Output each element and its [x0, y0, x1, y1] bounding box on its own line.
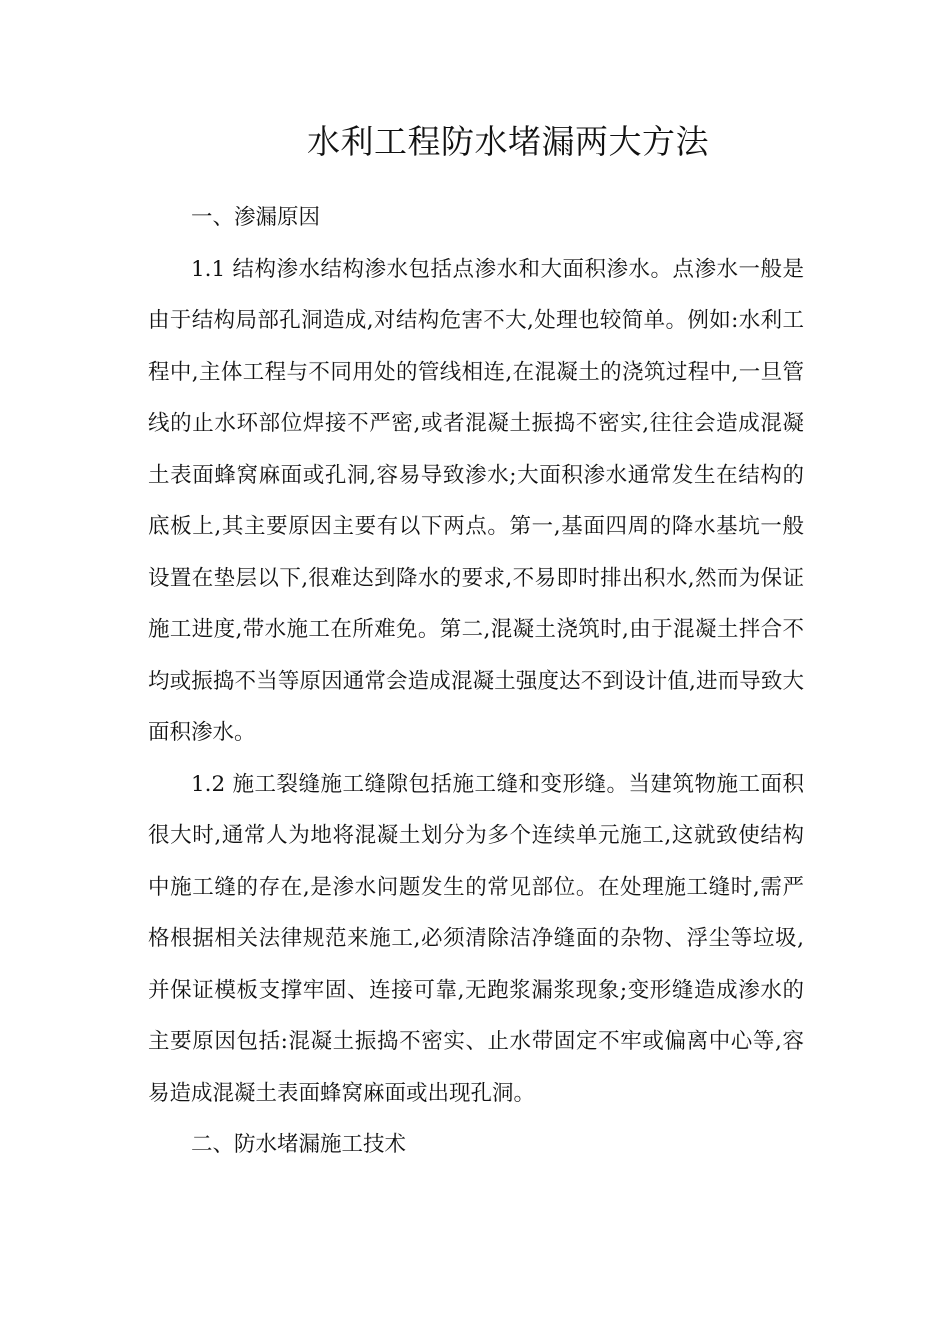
paragraph-construction-joints: 1.2 施工裂缝施工缝隙包括施工缝和变形缝。当建筑物施工面积很大时,通常人为地将混凝土划分为多个连续单元施工,这就致使结构中施工缝的存在,是渗水问题发生的常见部位。在处理施工缝时,需严格根据相关法律规范来施工,必须清除洁净缝面的杂物、浮尘等垃圾,并保证模板支撑牢固、连接可靠,无跑浆漏浆现象;变形缝造成渗水的主要原因包括:混凝土振捣不密实、止水带固定不牢或偏离中心等,容易造成混凝土表面蜂窝麻面或出现孔洞。	[148, 771, 804, 1106]
section-heading-leakage-causes: 一、渗漏原因	[191, 205, 321, 230]
paragraph-structural-seepage: 1.1 结构渗水结构渗水包括点渗水和大面积渗水。点渗水一般是由于结构局部孔洞造成,对结构危害不大,处理也较简单。例如:水利工程中,主体工程与不同用处的管线相连,在混凝土的浇筑过程中,一旦管线的止水环部位焊接不严密,或者混凝土振捣不密实,往往会造成混凝土表面蜂窝麻面或孔洞,容易导致渗水;大面积渗水通常发生在结构的底板上,其主要原因主要有以下两点。第一,基面四周的降水基坑一般设置在垫层以下,很难达到降水的要求,不易即时排出积水,然而为保证施工进度,带水施工在所难免。第二,混凝土浇筑时,由于混凝土拌合不均或振捣不当等原因通常会造成混凝土强度达不到设计值,进而导致大面积渗水。	[148, 256, 804, 745]
document-title: 水利工程防水堵漏两大方法	[307, 122, 709, 161]
section-heading-waterproofing-techniques: 二、防水堵漏施工技术	[191, 1132, 407, 1157]
document-body	[148, 192, 804, 1171]
